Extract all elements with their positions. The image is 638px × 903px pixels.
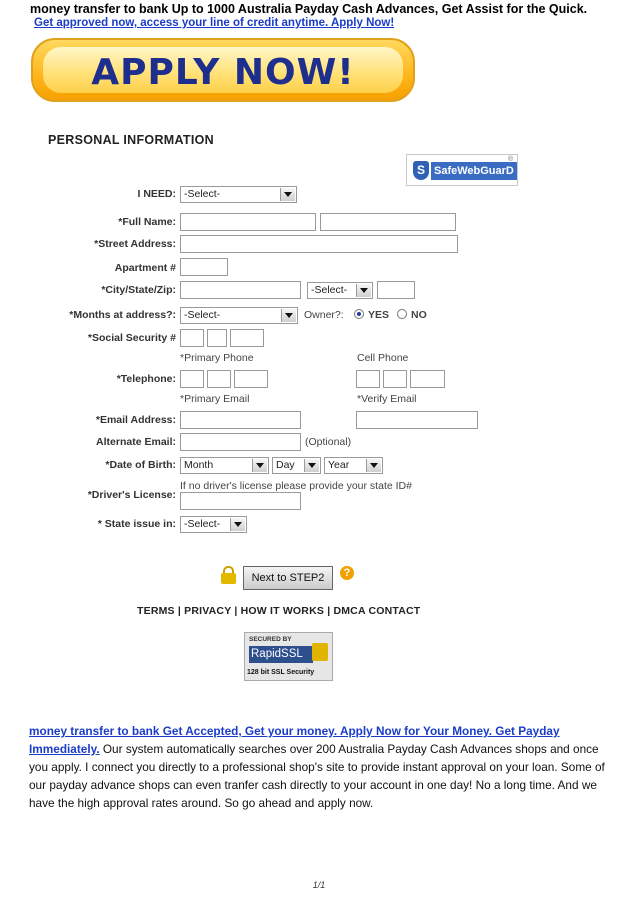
- rapidssl-badge: [244, 632, 333, 681]
- safewebguard-label: SafeWebGuarD: [431, 162, 517, 180]
- owner-label: Owner?:: [304, 309, 344, 321]
- verify-email-field[interactable]: [356, 411, 478, 429]
- cell-phone-prefix-field[interactable]: [383, 370, 407, 388]
- body-paragraph: [29, 722, 609, 812]
- lock-icon: [221, 566, 236, 582]
- apply-now-banner[interactable]: [31, 38, 415, 102]
- dob-month-value: Month: [184, 459, 214, 471]
- owner-no-label: NO: [411, 309, 427, 321]
- section-title: PERSONAL INFORMATION: [48, 133, 214, 147]
- optional-note: (Optional): [305, 436, 352, 448]
- state-value: -Select-: [311, 284, 348, 296]
- license-hint: If no driver's license please provide your state ID#: [180, 480, 412, 492]
- city-state-zip-label: *City/State/Zip:: [101, 284, 176, 296]
- email-field[interactable]: [180, 411, 301, 429]
- first-name-field[interactable]: [180, 213, 316, 231]
- alt-email-field[interactable]: [180, 433, 301, 451]
- dob-year-select[interactable]: [324, 457, 383, 474]
- help-icon[interactable]: ?: [340, 566, 354, 580]
- ssn-part1-field[interactable]: [180, 329, 204, 347]
- ssn-part3-field[interactable]: [230, 329, 264, 347]
- body-text: Our system automatically searches over 200 Australia Payday Cash Advances shops and once you apply. I connect you directly to a professional shop's site to provide instant approval on your loan. Some of our payday advance shops can even tranfer cash directly to your account in one day! No a long time. And we have the high approval rates around. So go ahead and apply now.: [29, 742, 605, 810]
- street-label: *Street Address:: [94, 238, 176, 250]
- verify-email-label: *Verify Email: [357, 393, 417, 405]
- owner-no-radio[interactable]: [397, 309, 407, 319]
- primary-phone-label: *Primary Phone: [180, 352, 254, 364]
- months-value: -Select-: [184, 309, 221, 321]
- alt-email-label: Alternate Email:: [96, 436, 176, 448]
- dob-day-select[interactable]: [272, 457, 321, 474]
- telephone-label: *Telephone:: [116, 373, 176, 385]
- state-issue-value: -Select-: [184, 518, 221, 530]
- body-link[interactable]: money transfer to bank Get Accepted, Get your money. Apply Now for Your Money. Get Payday Immediately.: [29, 724, 560, 756]
- i-need-value: -Select-: [184, 188, 221, 200]
- city-field[interactable]: [180, 281, 301, 299]
- chevron-down-icon: [281, 309, 296, 322]
- next-step-button[interactable]: Next to STEP2: [243, 566, 333, 590]
- ssl-secured-by: SECURED BY: [249, 636, 292, 643]
- i-need-select[interactable]: [180, 186, 297, 203]
- full-name-label: *Full Name:: [118, 216, 176, 228]
- months-label: *Months at address?:: [69, 309, 176, 321]
- state-issue-select[interactable]: [180, 516, 247, 533]
- padlock-icon: [312, 643, 328, 661]
- ssl-brand: RapidSSL: [249, 646, 313, 663]
- dob-label: *Date of Birth:: [105, 459, 176, 471]
- cell-phone-label: Cell Phone: [357, 352, 409, 364]
- primary-email-label: *Primary Email: [180, 393, 250, 405]
- chevron-down-icon: [304, 459, 319, 472]
- chevron-down-icon: [356, 284, 371, 297]
- last-name-field[interactable]: [320, 213, 456, 231]
- ssl-bits: 128 bit SSL Security: [247, 669, 315, 676]
- state-select[interactable]: [307, 282, 373, 299]
- registered-mark: ®: [507, 156, 513, 163]
- owner-yes-radio[interactable]: [354, 309, 364, 319]
- ssn-label: *Social Security #: [87, 332, 176, 344]
- primary-phone-prefix-field[interactable]: [207, 370, 231, 388]
- chevron-down-icon: [252, 459, 267, 472]
- dob-year-value: Year: [328, 459, 350, 471]
- chevron-down-icon: [280, 188, 295, 201]
- ssn-part2-field[interactable]: [207, 329, 227, 347]
- owner-yes-label: YES: [368, 309, 390, 321]
- page-title: money transfer to bank Up to 1000 Australia Payday Cash Advances, Get Assist for the Quick.: [30, 2, 588, 16]
- chevron-down-icon: [230, 518, 245, 531]
- cell-phone-area-field[interactable]: [356, 370, 380, 388]
- apply-now-text: APPLY NOW!: [91, 52, 355, 93]
- license-field[interactable]: [180, 492, 301, 510]
- shield-icon: S: [413, 161, 429, 180]
- primary-phone-line-field[interactable]: [234, 370, 268, 388]
- chevron-down-icon: [366, 459, 381, 472]
- apartment-label: Apartment #: [114, 262, 176, 274]
- apartment-field[interactable]: [180, 258, 228, 276]
- months-select[interactable]: [180, 307, 298, 324]
- safewebguard-badge: [406, 154, 518, 186]
- apply-now-link[interactable]: Get approved now, access your line of credit anytime. Apply Now!: [34, 17, 395, 29]
- footer-nav[interactable]: TERMS | PRIVACY | HOW IT WORKS | DMCA CONTACT: [137, 605, 421, 617]
- zip-field[interactable]: [377, 281, 415, 299]
- email-label: *Email Address:: [95, 414, 176, 426]
- license-label: *Driver's License:: [87, 489, 176, 501]
- state-issue-label: * State issue in:: [97, 518, 176, 530]
- dob-day-value: Day: [276, 459, 295, 471]
- primary-phone-area-field[interactable]: [180, 370, 204, 388]
- page-number: 1/1: [312, 880, 326, 890]
- cell-phone-line-field[interactable]: [410, 370, 445, 388]
- i-need-label: I NEED:: [137, 188, 176, 200]
- dob-month-select[interactable]: [180, 457, 269, 474]
- street-field[interactable]: [180, 235, 458, 253]
